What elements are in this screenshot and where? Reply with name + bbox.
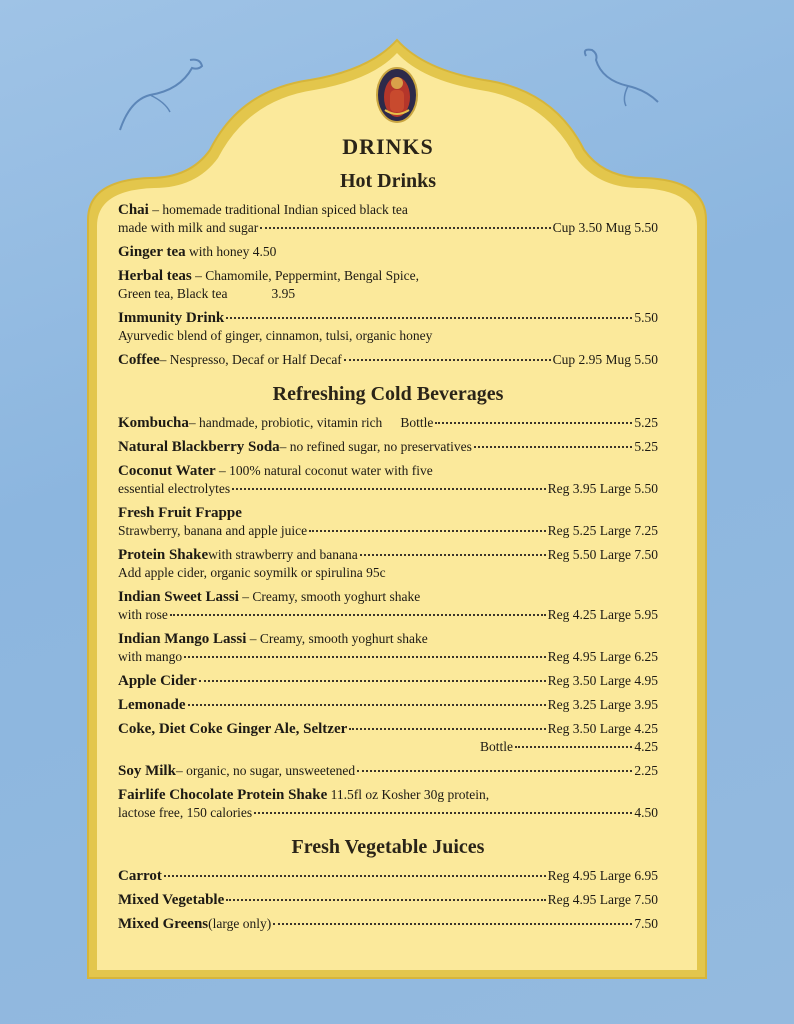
leader-dots	[254, 812, 632, 814]
item-desc-line2: essential electrolytes	[118, 481, 231, 496]
item-name: Coffee	[118, 352, 160, 368]
item-desc: – organic, no sugar, unsweetened	[175, 763, 356, 778]
item-price: 3.95	[271, 286, 296, 301]
menu-item-blackberry-soda	[118, 438, 658, 456]
item-name: Fairlife Chocolate Protein Shake	[118, 787, 328, 803]
leader-dots	[344, 359, 551, 361]
item-price: Reg 5.25 Large 7.25	[547, 523, 658, 538]
leader-dots	[309, 530, 545, 532]
menu-content	[118, 130, 658, 939]
item-name: Immunity Drink	[118, 310, 225, 326]
item-price: Reg 3.25 Large 3.95	[547, 697, 658, 712]
item-desc-line2: lactose free, 150 calories	[118, 805, 253, 820]
leader-dots	[515, 746, 632, 748]
item-desc-line2: Ayurvedic blend of ginger, cinnamon, tulsi, organic honey	[118, 328, 433, 343]
menu-item-apple-cider	[118, 672, 658, 690]
menu-title: DRINKS	[342, 134, 434, 159]
bird-sketch-right-icon	[578, 46, 668, 116]
item-desc-line2: Add apple cider, organic soymilk or spirulina 95c	[118, 565, 386, 580]
item-name: Carrot	[118, 868, 162, 884]
item-name: Coke, Diet Coke Ginger Ale, Seltzer	[118, 721, 348, 737]
menu-item-kombucha	[118, 414, 658, 432]
item-desc: with strawberry and banana	[208, 547, 358, 562]
menu-item-fruit-frappe	[118, 504, 658, 540]
item-name: Protein Shake	[118, 547, 209, 563]
item-price: 7.50	[634, 916, 658, 931]
item-desc-line2: with rose	[118, 607, 168, 622]
item-price: 4.25	[634, 739, 658, 754]
item-name: Kombucha	[118, 415, 189, 431]
section-title-hot-drinks: Hot Drinks	[339, 170, 437, 192]
item-price: Reg 4.95 Large 6.25	[547, 649, 658, 664]
leader-dots	[357, 770, 632, 772]
item-name: Coconut Water	[118, 463, 216, 479]
leader-dots	[188, 704, 546, 706]
item-desc-line2: made with milk and sugar	[118, 220, 259, 235]
item-desc: – Creamy, smooth yoghurt shake	[238, 589, 421, 604]
item-desc-line2: Strawberry, banana and apple juice	[118, 523, 308, 538]
leader-dots	[164, 875, 546, 877]
item-price: 5.50	[634, 310, 658, 325]
item-desc: – Creamy, smooth yoghurt shake	[246, 631, 428, 646]
menu-item-mixed-vegetable	[118, 891, 658, 909]
item-price: Reg 5.50 Large 7.50	[547, 547, 658, 562]
leader-dots	[199, 680, 546, 682]
item-price: Reg 3.95 Large 5.50	[547, 481, 658, 496]
item-desc-line2: Green tea, Black tea	[118, 286, 228, 301]
item-desc: 11.5fl oz Kosher 30g protein,	[327, 787, 490, 802]
item-name: Fresh Fruit Frappe	[118, 505, 242, 521]
menu-item-chai	[118, 201, 658, 237]
menu-item-ginger-tea	[118, 243, 658, 261]
leader-dots	[184, 656, 546, 658]
item-price: Reg 4.95 Large 6.95	[547, 868, 658, 883]
menu-item-soy-milk	[118, 762, 658, 780]
item-price: 4.50	[634, 805, 658, 820]
section-title-cold-beverages: Refreshing Cold Beverages	[272, 383, 504, 405]
menu-item-carrot	[118, 867, 658, 885]
item-price: Reg 4.25 Large 5.95	[547, 607, 658, 622]
menu-item-mixed-greens	[118, 915, 658, 933]
item-name: Indian Mango Lassi	[118, 631, 247, 647]
menu-item-herbal-teas	[118, 267, 658, 303]
item-desc: – Nespresso, Decaf or Half Decaf	[159, 352, 342, 367]
menu-item-mango-lassi	[118, 630, 658, 666]
item-name: Mixed Greens	[118, 916, 209, 932]
item-size-label: Bottle	[480, 739, 513, 754]
section-title-vegetable-juices: Fresh Vegetable Juices	[291, 836, 485, 858]
menu-item-coconut-water	[118, 462, 658, 498]
leader-dots	[226, 899, 545, 901]
menu-item-lemonade	[118, 696, 658, 714]
leader-dots	[260, 227, 550, 229]
item-price: Cup 2.95 Mug 5.50	[552, 352, 658, 367]
item-desc: – 100% natural coconut water with five	[215, 463, 433, 478]
item-name: Mixed Vegetable	[118, 892, 225, 908]
leader-dots	[349, 728, 545, 730]
item-price: Reg 3.50 Large 4.95	[547, 673, 658, 688]
item-name: Ginger tea	[118, 244, 186, 260]
item-name: Apple Cider	[118, 673, 197, 689]
item-name: Natural Blackberry Soda	[118, 439, 280, 455]
item-desc: – Chamomile, Peppermint, Bengal Spice,	[191, 268, 419, 283]
item-price: 5.25	[634, 415, 658, 430]
leader-dots	[435, 422, 632, 424]
menu-item-coffee	[118, 351, 658, 369]
menu-item-immunity-drink	[118, 309, 658, 345]
item-desc: with honey 4.50	[185, 244, 277, 259]
leader-dots	[360, 554, 546, 556]
item-name: Soy Milk	[118, 763, 176, 779]
item-price: Cup 3.50 Mug 5.50	[552, 220, 658, 235]
item-price: Reg 3.50 Large 4.25	[547, 721, 658, 736]
deity-medallion-icon	[375, 66, 419, 124]
leader-dots	[474, 446, 633, 448]
item-price: Reg 4.95 Large 7.50	[547, 892, 658, 907]
item-name: Herbal teas	[118, 268, 192, 284]
item-name: Indian Sweet Lassi	[118, 589, 239, 605]
item-price: 5.25	[634, 439, 658, 454]
menu-item-protein-shake	[118, 546, 658, 582]
menu-item-sweet-lassi	[118, 588, 658, 624]
item-size-label: Bottle	[400, 415, 434, 430]
item-desc: – handmade, probiotic, vitamin rich	[188, 415, 383, 430]
leader-dots	[232, 488, 546, 490]
item-desc: (large only)	[208, 916, 272, 931]
item-desc: – no refined sugar, no preservatives	[279, 439, 472, 454]
item-name: Chai	[118, 202, 149, 218]
item-price: 2.25	[634, 763, 658, 778]
leader-dots	[273, 923, 632, 925]
item-desc-line2: with mango	[118, 649, 183, 664]
menu-item-soda	[118, 720, 658, 756]
menu-item-fairlife-shake	[118, 786, 658, 822]
item-name: Lemonade	[118, 697, 186, 713]
leader-dots	[226, 317, 632, 319]
leader-dots	[170, 614, 546, 616]
item-desc: – homemade traditional Indian spiced black tea	[148, 202, 408, 217]
